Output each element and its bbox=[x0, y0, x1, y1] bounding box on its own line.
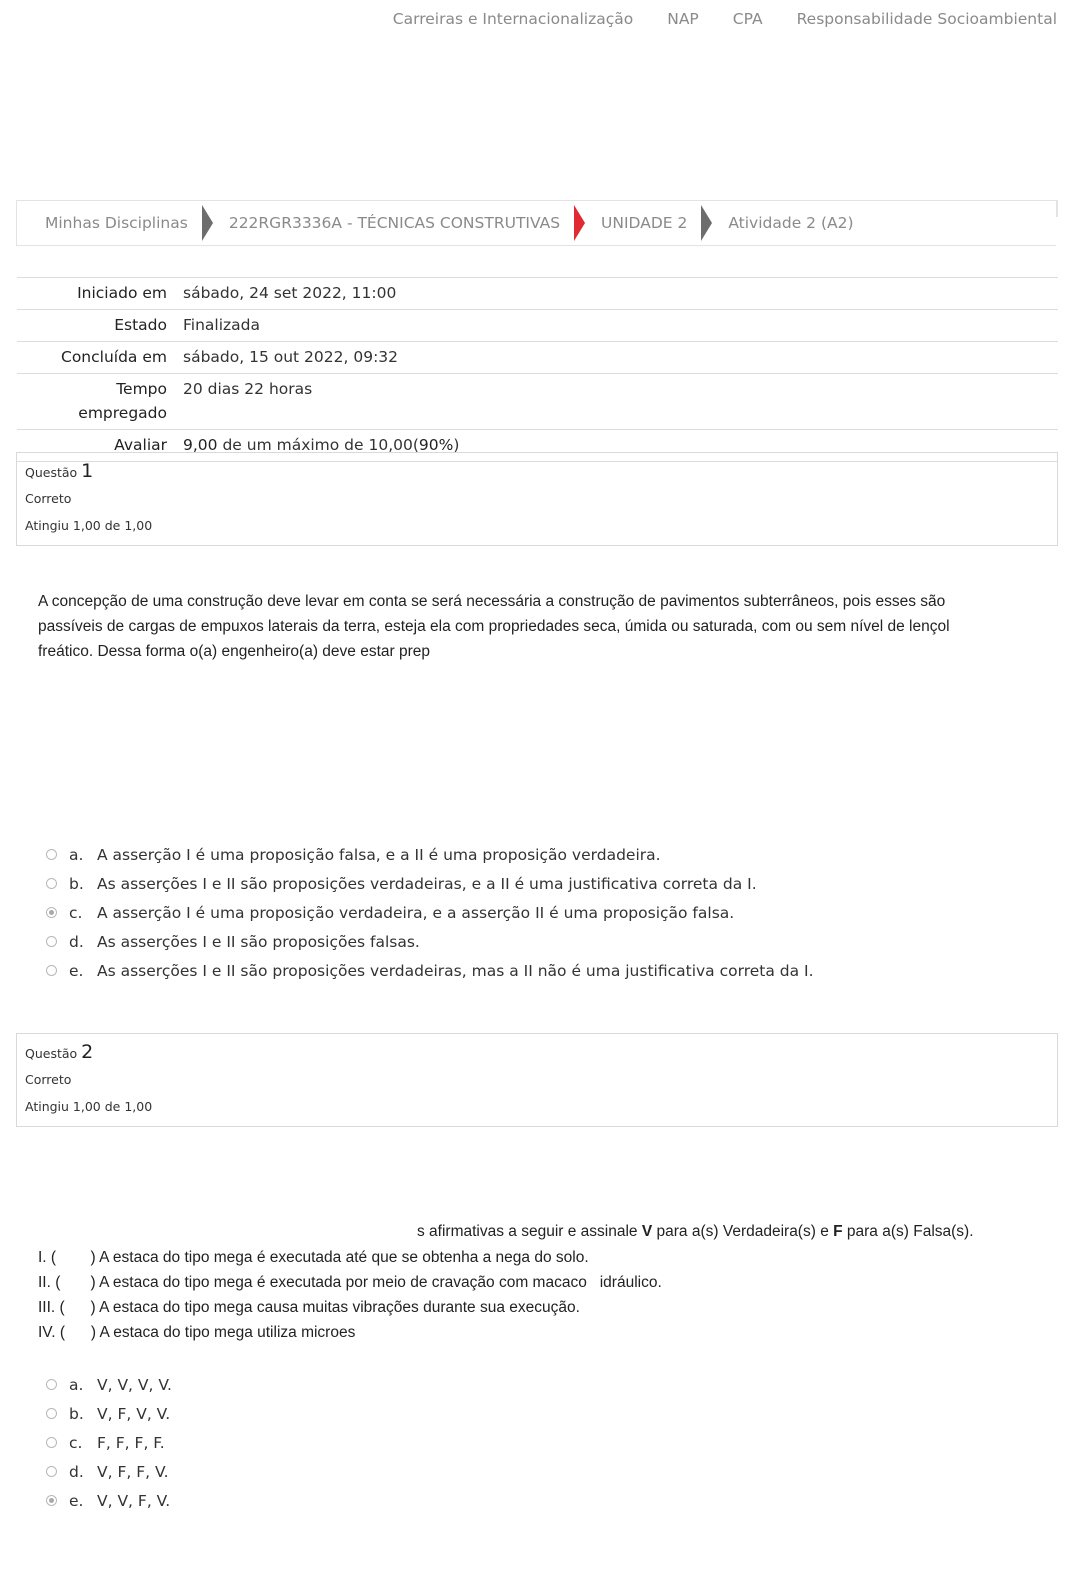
radio-icon[interactable] bbox=[46, 1379, 57, 1390]
option-text: V, V, F, V. bbox=[97, 1491, 171, 1510]
radio-icon[interactable] bbox=[46, 878, 57, 889]
answer-option-e[interactable] bbox=[46, 956, 814, 985]
option-letter: c. bbox=[69, 1433, 83, 1452]
instruction-part-1: s afirmativas a seguir e assinale bbox=[417, 1223, 642, 1240]
option-letter: e. bbox=[69, 961, 84, 980]
nav-link-nap[interactable]: NAP bbox=[667, 10, 699, 28]
grade-score: 9,00 bbox=[183, 436, 218, 454]
option-text: V, F, F, V. bbox=[97, 1462, 169, 1481]
statement-ii: II. ( ) A estaca do tipo mega é executada por meio de cravação com macaco idráulico. bbox=[38, 1274, 662, 1291]
instruction-v: V bbox=[641, 1223, 653, 1240]
statement-i: I. ( ) A estaca do tipo mega é executada até que se obtenha a nega do solo. bbox=[38, 1249, 589, 1266]
question-2-info bbox=[16, 1033, 1058, 1127]
answer-option-a[interactable] bbox=[46, 1370, 172, 1399]
answer-option-d[interactable] bbox=[46, 1457, 172, 1486]
radio-icon[interactable] bbox=[46, 1437, 57, 1448]
option-letter: e. bbox=[69, 1491, 84, 1510]
answer-option-a[interactable] bbox=[46, 840, 814, 869]
started-value: sábado, 24 set 2022, 11:00 bbox=[183, 284, 397, 302]
breadcrumb-edge bbox=[1056, 200, 1058, 217]
breadcrumb-unit[interactable]: UNIDADE 2 bbox=[601, 214, 688, 232]
option-text: As asserções I e II são proposições falsas. bbox=[97, 932, 420, 951]
question-number: 2 bbox=[81, 1041, 94, 1063]
question-2-instruction bbox=[417, 1219, 974, 1244]
breadcrumb-separator-icon bbox=[574, 205, 585, 241]
question-1-heading bbox=[25, 459, 1049, 489]
summary-row-completed bbox=[17, 342, 1058, 374]
answer-option-c[interactable] bbox=[46, 1428, 172, 1457]
breadcrumb-minhas-disciplinas[interactable]: Minhas Disciplinas bbox=[45, 214, 188, 232]
option-letter: c. bbox=[69, 903, 83, 922]
state-value: Finalizada bbox=[183, 316, 261, 334]
statement-iii: III. ( ) A estaca do tipo mega causa muitas vibrações durante sua execução. bbox=[38, 1299, 580, 1316]
radio-icon[interactable] bbox=[46, 1466, 57, 1477]
option-text: A asserção I é uma proposição falsa, e a II é uma proposição verdadeira. bbox=[97, 845, 661, 864]
option-letter: b. bbox=[69, 874, 84, 893]
question-label: Questão bbox=[25, 1046, 78, 1061]
completed-label: Concluída em bbox=[61, 348, 167, 366]
nav-link-cpa[interactable]: CPA bbox=[732, 10, 763, 28]
option-text: A asserção I é uma proposição verdadeira, e a asserção II é uma proposição falsa. bbox=[97, 903, 735, 922]
grade-end: ) bbox=[453, 436, 460, 454]
time-value: 20 dias 22 horas bbox=[183, 380, 313, 398]
summary-row-state bbox=[17, 310, 1058, 342]
grade-label: Avaliar bbox=[114, 436, 167, 454]
summary-row-time bbox=[17, 374, 1058, 430]
nav-link-carreiras[interactable]: Carreiras e Internacionalização bbox=[392, 10, 634, 28]
time-label-line-1: Tempo bbox=[116, 380, 167, 398]
question-number: 1 bbox=[81, 460, 94, 482]
instruction-part-2: para a(s) Verdadeira(s) e bbox=[652, 1223, 834, 1240]
time-label-line-2: empregado bbox=[78, 404, 167, 422]
breadcrumb-separator-icon bbox=[202, 205, 213, 241]
option-letter: d. bbox=[69, 932, 84, 951]
question-1-text: A concepção de uma construção deve levar em conta se será necessária a construção de pavimentos subterrâneos, pois esses são passíveis de cargas de empuxos laterais da terra, esteja ela com propriedades seca, úmida ou saturada, com ou sem nível de lençol freático. Dessa forma o(a) engenheiro(a) deve estar prep bbox=[38, 593, 950, 660]
breadcrumb-activity[interactable]: Atividade 2 (A2) bbox=[728, 214, 854, 232]
question-2-statements bbox=[38, 1245, 662, 1345]
radio-icon[interactable] bbox=[46, 936, 57, 947]
option-letter: d. bbox=[69, 1462, 84, 1481]
radio-icon[interactable] bbox=[46, 1408, 57, 1419]
answer-option-b[interactable] bbox=[46, 869, 814, 898]
top-navigation bbox=[393, 10, 1057, 28]
option-text: V, V, V, V. bbox=[97, 1375, 172, 1394]
option-letter: b. bbox=[69, 1404, 84, 1423]
nav-link-responsabilidade[interactable]: Responsabilidade Socioambiental bbox=[796, 10, 1057, 28]
attempt-summary-table bbox=[17, 277, 1058, 462]
option-text: As asserções I e II são proposições verdadeiras, mas a II não é uma justificativa correta da I. bbox=[97, 961, 814, 980]
radio-icon[interactable] bbox=[46, 849, 57, 860]
option-text: As asserções I e II são proposições verdadeiras, e a II é uma justificativa correta da I. bbox=[97, 874, 757, 893]
option-text: V, F, V, V. bbox=[97, 1404, 171, 1423]
state-label: Estado bbox=[114, 316, 167, 334]
question-1-info bbox=[16, 452, 1058, 546]
question-label: Questão bbox=[25, 465, 78, 480]
radio-icon[interactable] bbox=[46, 965, 57, 976]
question-1-status: Correto bbox=[25, 491, 72, 506]
answer-option-e[interactable] bbox=[46, 1486, 172, 1515]
radio-selected-icon[interactable] bbox=[46, 907, 57, 918]
started-label: Iniciado em bbox=[77, 284, 167, 302]
statement-iv: IV. ( ) A estaca do tipo mega utiliza microes bbox=[38, 1324, 356, 1341]
question-2-answers bbox=[46, 1370, 172, 1515]
breadcrumb bbox=[16, 200, 1056, 246]
option-text: F, F, F, F. bbox=[97, 1433, 165, 1452]
instruction-f: F bbox=[833, 1223, 843, 1240]
question-1-answers bbox=[46, 840, 814, 985]
answer-option-b[interactable] bbox=[46, 1399, 172, 1428]
summary-row-started bbox=[17, 278, 1058, 310]
option-letter: a. bbox=[69, 1375, 84, 1394]
breadcrumb-separator-icon bbox=[701, 205, 712, 241]
instruction-part-3: para a(s) Falsa(s). bbox=[842, 1223, 974, 1240]
grade-percent: 90% bbox=[418, 436, 454, 454]
question-1-points: Atingiu 1,00 de 1,00 bbox=[25, 518, 153, 533]
question-2-heading bbox=[25, 1040, 1049, 1070]
answer-option-d[interactable] bbox=[46, 927, 814, 956]
breadcrumb-course[interactable]: 222RGR3336A - TÉCNICAS CONSTRUTIVAS bbox=[228, 214, 561, 232]
radio-selected-icon[interactable] bbox=[46, 1495, 57, 1506]
question-2-status: Correto bbox=[25, 1072, 72, 1087]
time-label bbox=[17, 374, 175, 430]
completed-value: sábado, 15 out 2022, 09:32 bbox=[183, 348, 399, 366]
option-letter: a. bbox=[69, 845, 84, 864]
grade-max-text: de um máximo de 10,00( bbox=[217, 436, 419, 454]
question-2-points: Atingiu 1,00 de 1,00 bbox=[25, 1099, 153, 1114]
answer-option-c[interactable] bbox=[46, 898, 814, 927]
